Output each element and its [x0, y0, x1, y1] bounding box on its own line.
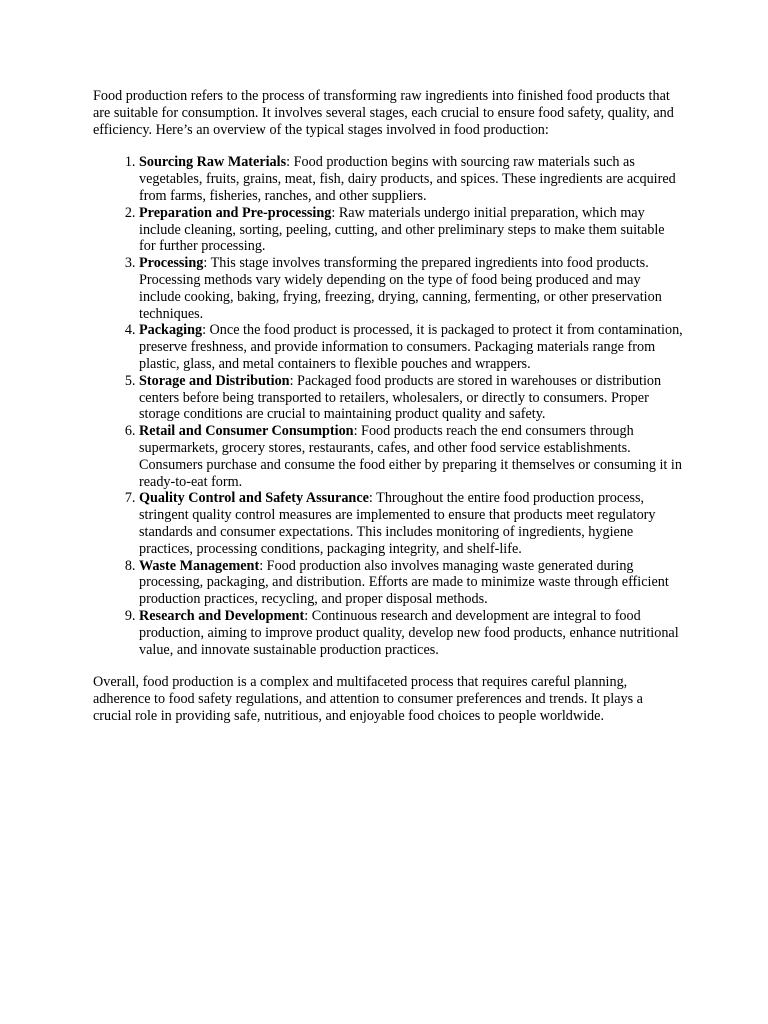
stage-term: Packaging — [139, 322, 203, 339]
stage-description: : Raw materials undergo initial preparation, which may include cleaning, sorting, peeling, cutting, and other preliminary steps to make them suitable for further processing. — [139, 204, 665, 255]
stage-term: Quality Control and Safety Assurance — [139, 490, 369, 507]
list-item — [139, 423, 683, 490]
stage-term: Preparation and Pre-processing — [139, 204, 332, 221]
stage-term: Storage and Distribution — [139, 372, 290, 389]
document-body — [93, 88, 683, 725]
stage-description: : Food products reach the end consumers through supermarkets, grocery stores, restaurants, cafes, and other food service establishments. Consumers purchase and consume the food either by preparing it themselves or consuming it in ready-to-eat form. — [139, 423, 682, 490]
stage-description: : Food production also involves managing waste generated during processing, packaging, and distribution. Efforts are made to minimize waste through efficient production practices, recycling, and proper disposal methods. — [139, 557, 669, 608]
list-item — [139, 490, 683, 557]
stage-term: Research and Development — [139, 607, 305, 624]
stage-term: Sourcing Raw Materials — [139, 154, 287, 171]
stage-description: : Packaged food products are stored in warehouses or distribution centers before being transported to retailers, wholesalers, or directly to consumers. Proper storage conditions are crucial to maintaining product quality and safety. — [139, 372, 662, 423]
list-item — [139, 255, 683, 322]
list-item — [139, 322, 683, 372]
list-item — [139, 608, 683, 658]
stage-description: : Food production begins with sourcing raw materials such as vegetables, fruits, grains, meat, fish, dairy products, and spices. These ingredients are acquired from farms, fisheries, ranches, and other suppliers. — [139, 154, 676, 204]
conclusion-paragraph: Overall, food production is a complex and multifaceted process that requires careful planning, adherence to food safety regulations, and attention to consumer preferences and trends. It plays a crucial role in providing safe, nutritious, and enjoyable food choices to people worldwide. — [93, 674, 643, 724]
list-item — [139, 154, 683, 204]
stage-description: : Throughout the entire food production process, stringent quality control measures are implemented to ensure that products meet regulatory standards and consumer expectations. This includes monitoring of ingredients, hygiene practices, processing conditions, packaging integrity, and shelf-life. — [139, 490, 656, 557]
stage-term: Retail and Consumer Consumption — [139, 423, 354, 440]
stage-term: Processing — [139, 255, 204, 272]
list-item — [139, 373, 683, 423]
list-item — [139, 558, 683, 608]
stages-list — [93, 154, 683, 658]
intro-paragraph: Food production refers to the process of transforming raw ingredients into finished food products that are suitable for consumption. It involves several stages, each crucial to ensure food safety, quality, and efficiency. Here’s an overview of the typical stages involved in food production: — [93, 88, 674, 138]
stage-description: : Continuous research and development are integral to food production, aiming to improve product quality, develop new food products, enhance nutritional value, and innovate sustainable production practices. — [139, 607, 679, 658]
list-item — [139, 205, 683, 255]
stage-description: : This stage involves transforming the prepared ingredients into food products. Processing methods vary widely depending on the type of food being produced and may include cooking, baking, frying, freezing, drying, canning, fermenting, or other preservation techniques. — [139, 255, 662, 322]
stage-term: Waste Management — [139, 557, 260, 574]
stage-description: : Once the food product is processed, it is packaged to protect it from contamination, preserve freshness, and provide information to consumers. Packaging materials range from plastic, glass, and metal containers to flexible pouches and wrappers. — [139, 322, 683, 372]
